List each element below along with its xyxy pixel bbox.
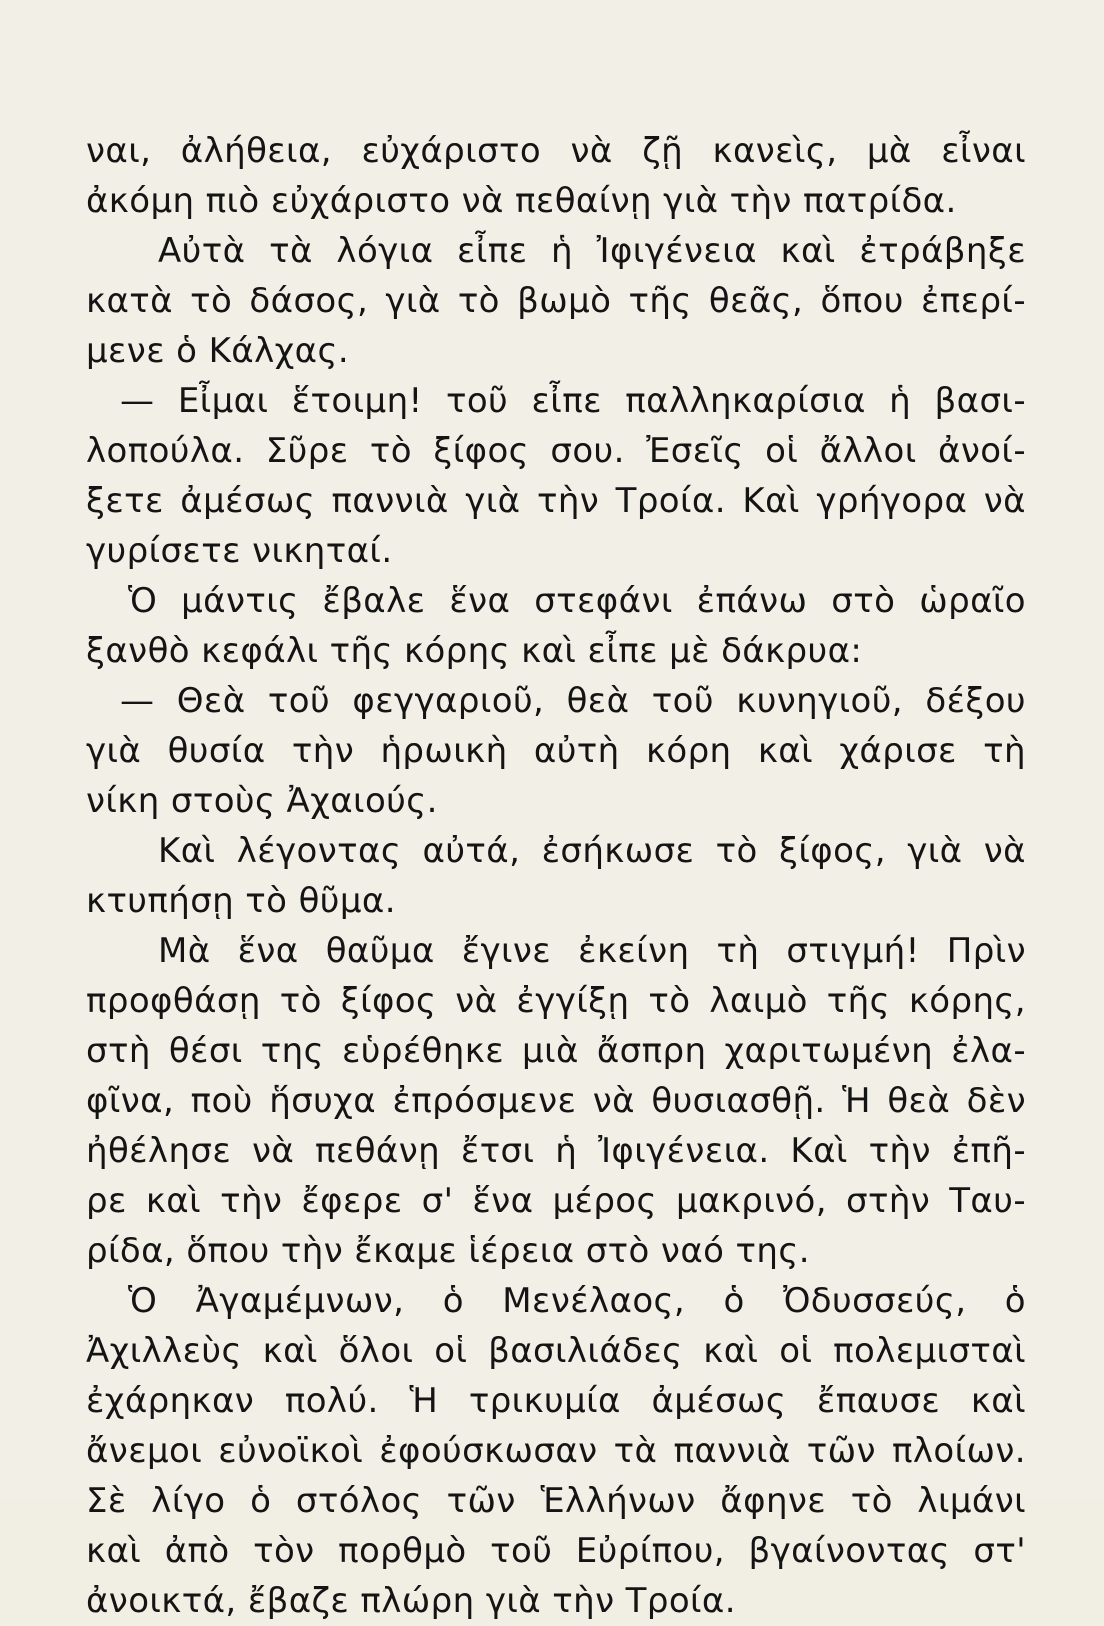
text-line: γυρίσετε νικηταί. <box>86 531 393 571</box>
text-line: νίκη στοὺς Ἀχαιούς. <box>86 781 438 821</box>
text-line: Μὰ ἕνα θαῦμα ἔγινε ἐκείνη τὴ στιγμή! Πρὶν <box>158 931 1026 971</box>
text-line: Ὁ μάντις ἔβαλε ἕνα στεφάνι ἐπάνω στὸ ὡραῖο <box>128 581 1026 621</box>
text-line: Ἀχιλλεὺς καὶ ὅλοι οἱ βασιλιάδες καὶ οἱ πολεμισταὶ <box>86 1331 1026 1371</box>
text-line: Καὶ λέγοντας αὐτά, ἐσήκωσε τὸ ξίφος, γιὰ νὰ <box>158 831 1026 871</box>
text-line: ἀνοικτά, ἔβαζε πλώρη γιὰ τὴν Τροία. <box>86 1581 736 1621</box>
text-line: Ὁ Ἀγαμέμνων, ὁ Μενέλαος, ὁ Ὀδυσσεύς, ὁ <box>128 1281 1026 1321</box>
text-line: ναι, ἀλήθεια, εὐχάριστο νὰ ζῇ κανεὶς, μὰ εἶναι <box>86 131 1026 171</box>
text-line: στὴ θέσι της εὑρέθηκε μιὰ ἄσπρη χαριτωμένη ἐλα- <box>86 1031 1026 1071</box>
text-line: ἠθέλησε νὰ πεθάνῃ ἔτσι ἡ Ἰφιγένεια. Καὶ τὴν ἐπῆ- <box>86 1131 1026 1171</box>
text-line: ρίδα, ὅπου τὴν ἔκαμε ἱέρεια στὸ ναό της. <box>86 1231 810 1271</box>
text-line: ξανθὸ κεφάλι τῆς κόρης καὶ εἶπε μὲ δάκρυα: <box>86 631 863 671</box>
text-line: Αὐτὰ τὰ λόγια εἶπε ἡ Ἰφιγένεια καὶ ἐτράβηξε <box>158 231 1026 271</box>
text-line: ἄνεμοι εὐνοϊκοὶ ἐφούσκωσαν τὰ παννιὰ τῶν πλοίων. <box>86 1431 1026 1471</box>
text-line: γιὰ θυσία τὴν ἡρωικὴ αὐτὴ κόρη καὶ χάρισε τὴ <box>86 731 1026 771</box>
text-line: λοπούλα. Σῦρε τὸ ξίφος σου. Ἐσεῖς οἱ ἄλλοι ἀνοί- <box>86 431 1026 471</box>
text-line: μενε ὁ Κάλχας. <box>86 331 350 371</box>
text-line: καὶ ἀπὸ τὸν πορθμὸ τοῦ Εὐρίπου, βγαίνοντας στ' <box>86 1531 1026 1571</box>
text-line: κτυπήσῃ τὸ θῦμα. <box>86 881 396 921</box>
text-line: ἀκόμη πιὸ εὐχάριστο νὰ πεθαίνῃ γιὰ τὴν πατρίδα. <box>86 181 957 221</box>
text-line: ρε καὶ τὴν ἔφερε σ' ἕνα μέρος μακρινό, στὴν Ταυ- <box>86 1181 1026 1221</box>
text-line: — Θεὰ τοῦ φεγγαριοῦ, θεὰ τοῦ κυνηγιοῦ, δέξου <box>120 681 1026 721</box>
text-line: — Εἶμαι ἕτοιμη! τοῦ εἶπε παλληκαρίσια ἡ βασι- <box>120 381 1026 421</box>
body-text <box>86 126 1026 1626</box>
text-line: ἐχάρηκαν πολύ. Ἡ τρικυμία ἀμέσως ἔπαυσε καὶ <box>86 1381 1026 1421</box>
text-line: ξετε ἀμέσως παννιὰ γιὰ τὴν Τροία. Καὶ γρήγορα νὰ <box>86 481 1026 521</box>
text-line: φῖνα, ποὺ ἥσυχα ἐπρόσμενε νὰ θυσιασθῇ. Ἡ θεὰ δὲν <box>86 1081 1026 1121</box>
text-line: προφθάσῃ τὸ ξίφος νὰ ἐγγίξῃ τὸ λαιμὸ τῆς κόρης, <box>86 981 1026 1021</box>
text-line: Σὲ λίγο ὁ στόλος τῶν Ἑλλήνων ἄφηνε τὸ λιμάνι <box>86 1481 1026 1521</box>
text-line: κατὰ τὸ δάσος, γιὰ τὸ βωμὸ τῆς θεᾶς, ὅπου ἐπερί- <box>86 281 1026 321</box>
